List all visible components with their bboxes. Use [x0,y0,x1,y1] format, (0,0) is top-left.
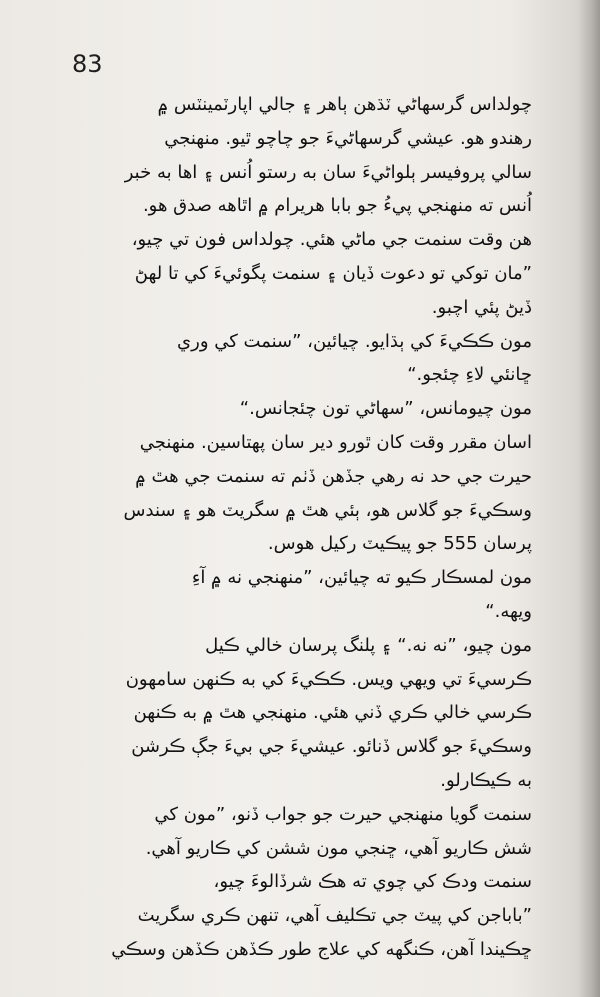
text-line: مون لمسڪار ڪيو ته چيائين، ”منهنجي نه ۾ آءِ [191,567,532,589]
text-line: هن وقت سنمت جي ماڻي هئي. چولداس فون تي چيو، [131,229,532,251]
text-line: ”مان توکي تو دعوت ڏيان ۽ سنمت پگوئيءَ کي تا لهڻ [134,262,532,284]
text-line: پرسان 555 جو پيڪيٽ رکيل هوس. [267,533,532,555]
text-line: مون چيومانس، ”سهاڻي تون چئجانس.“ [239,398,532,420]
text-line: ”باباجن کي پيٽ جي تڪليف آهي، تنهن ڪري سگريٽ [137,905,532,927]
text-line: رهندو هو. عيشي گرسهاڻيءَ جو چاچو ٿيو. منهنجي [164,127,532,149]
text-line: حيرت جي حد نه رهي جڏهن ڏٺم ته سنمت جي هٿ ۾ [135,465,532,487]
text-line: ڪرسي خالي ڪري ڏني هئي. منهنجي هٿ ۾ به ڪنهن [133,702,532,724]
body-text [62,88,532,967]
text-line: به ڪيڪارلو. [440,769,532,791]
text-line: وسڪيءَ جو گلاس ڏنائو. عيشيءَ جي بيءَ جڳ ڪرشن [131,736,532,758]
text-line: اُنس ته منهنجي پيءُ جو بابا هريرام ۾ اٿاهه صدق هو. [142,195,532,217]
text-line: مون چيو، ”نه نه.“ ۽ پلنگ پرسان خالي ڪيل [205,634,532,656]
text-line: اسان مقرر وقت کان ٿورو دير سان پهتاسين. منهنجي [139,431,532,453]
text-line: ڇانئي لاءِ چئجو.“ [407,364,532,386]
text-line: شش ڪاريو آهي، ڇنجي مون ششن کي ڪاريو آهي. [145,837,532,859]
text-line: ويهه.“ [485,600,532,622]
text-line: چولداس گرسهاڻي ٽڌهن ٻاهر ۽ جالي اپارٽمينٽس ۾ [157,94,532,115]
text-line: ڏيڻ پئي اچبو. [431,296,532,318]
text-line: ڇڪيندا آهن، ڪنگهه کي علاج طور ڪڏهن ڪڏهن وسڪي [111,938,532,960]
page-edge-shadow [578,0,600,997]
text-line: سنمت گويا منهنجي حيرت جو جواب ڏنو، ”مون کي [154,803,532,825]
text-line: سنمت ودڪ کي چوي ته هڪ شرڏالوءَ چيو، [213,871,532,893]
text-line: مون ڪڪيءَ کي ٻڌايو. چيائين، ”سنمت کي وري [177,330,532,352]
page-number: 83 [72,50,103,78]
text-line: سالي پروفيسر ٻلواڻيءَ سان به رستو اُنس ۽ اها به خبر [124,161,532,183]
text-line: وسڪيءَ جو گلاس هو، ٻئي هٿ ۾ سگريٽ هو ۽ سندس [123,499,532,521]
text-line: ڪرسيءَ تي ويهي ويس. ڪڪيءَ کي به ڪنهن سامهون [125,668,532,690]
